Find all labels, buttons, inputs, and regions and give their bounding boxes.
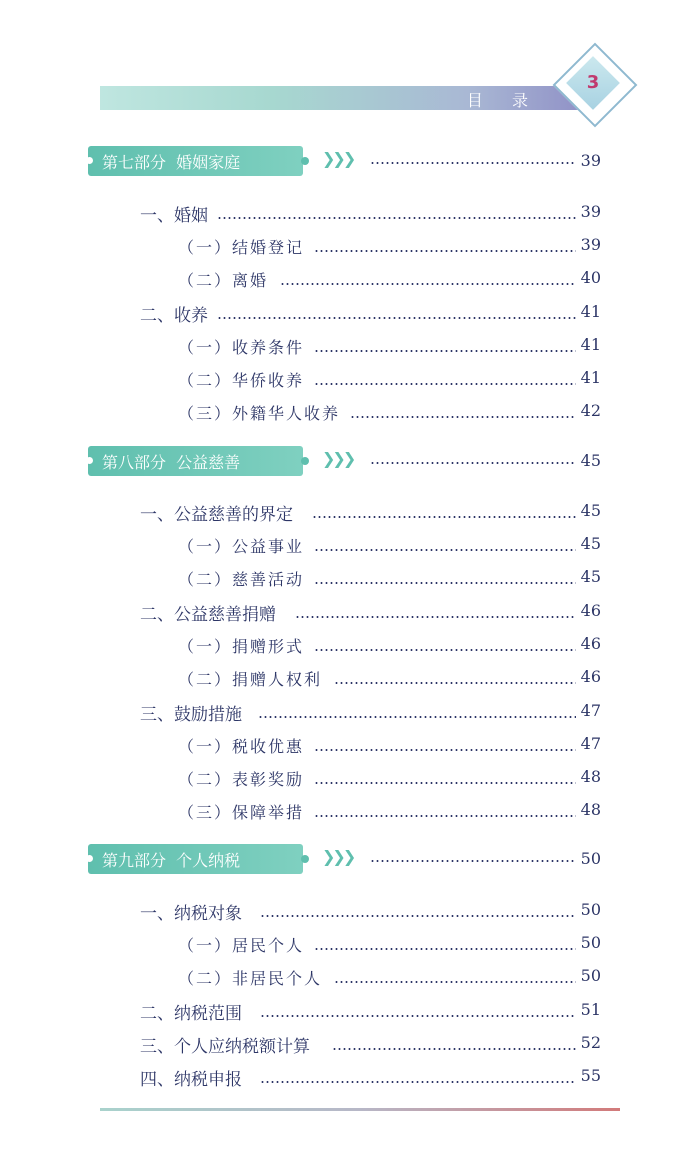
footer-rule <box>100 1108 620 1111</box>
page-ref: 51 <box>580 1000 601 1019</box>
page-ref: 41 <box>580 368 601 387</box>
page-number: 3 <box>586 72 600 93</box>
part-label: 第八部分 公益慈善 <box>102 453 241 472</box>
leader-dots <box>314 782 576 784</box>
page-ref: 46 <box>580 634 601 653</box>
leader-dots <box>314 250 576 252</box>
page-title: 目 录 <box>466 91 540 110</box>
part-header-8[interactable] <box>0 446 700 476</box>
triple-chevron-right-icon: ❯❯❯ <box>322 449 354 468</box>
leader-dots <box>314 549 576 551</box>
page-ref: 46 <box>580 601 601 620</box>
leader-dots <box>314 749 576 751</box>
entry-text: 二、公益慈善捐赠 <box>140 605 276 625</box>
page-ref: 50 <box>580 933 601 952</box>
part-notch <box>86 457 93 464</box>
leader-dots <box>314 649 576 651</box>
entry-text: 一、公益慈善的界定 <box>140 505 293 525</box>
entry-text: 一、纳税对象 <box>140 904 242 924</box>
leader-dots <box>370 462 576 464</box>
leader-dots <box>260 1015 576 1017</box>
part-label: 第九部分 个人纳税 <box>102 851 241 870</box>
entry-text: 二、收养 <box>140 306 208 326</box>
entry-text: （三）保障举措 <box>178 803 305 822</box>
entry-text: （二）离婚 <box>178 271 269 290</box>
page-ref: 45 <box>580 534 601 553</box>
entry-text: （一）居民个人 <box>178 936 305 955</box>
entry-text: （二）华侨收养 <box>178 371 305 390</box>
bullet-dot-icon <box>301 157 309 165</box>
triple-chevron-right-icon: ❯❯❯ <box>322 149 354 168</box>
entry-text: （一）税收优惠 <box>178 737 305 756</box>
leader-dots <box>314 815 576 817</box>
page-ref: 42 <box>580 401 601 420</box>
entry-text: 一、婚姻 <box>140 206 208 226</box>
entry-text: （二）捐赠人权利 <box>178 670 323 689</box>
entry-text: （三）外籍华人收养 <box>178 404 341 423</box>
leader-dots <box>217 317 576 319</box>
entry-text: （二）非居民个人 <box>178 969 323 988</box>
leader-dots <box>334 981 576 983</box>
leader-dots <box>295 616 576 618</box>
page-ref: 52 <box>580 1033 601 1052</box>
leader-dots <box>370 860 576 862</box>
page-ref: 50 <box>580 900 601 919</box>
leader-dots <box>314 582 576 584</box>
triple-chevron-right-icon: ❯❯❯ <box>322 847 354 866</box>
leader-dots <box>314 948 576 950</box>
entry-text: （一）捐赠形式 <box>178 637 305 656</box>
part-header-9[interactable] <box>0 844 700 874</box>
part-notch <box>86 855 93 862</box>
page-ref: 50 <box>580 849 601 868</box>
leader-dots <box>350 416 576 418</box>
part-label: 第七部分 婚姻家庭 <box>102 153 241 172</box>
leader-dots <box>370 162 576 164</box>
page-ref: 45 <box>580 501 601 520</box>
entry-text: （二）慈善活动 <box>178 570 305 589</box>
entry-text: （一）结婚登记 <box>178 238 305 257</box>
entry-text: 三、个人应纳税额计算 <box>140 1037 310 1057</box>
page-ref: 55 <box>580 1066 601 1085</box>
leader-dots <box>260 915 576 917</box>
leader-dots <box>314 383 576 385</box>
entry-text: （一）公益事业 <box>178 537 305 556</box>
page-ref: 47 <box>580 701 601 720</box>
leader-dots <box>312 516 576 518</box>
leader-dots <box>258 716 576 718</box>
page-ref: 45 <box>580 451 601 470</box>
page-ref: 39 <box>580 202 601 221</box>
page-ref: 39 <box>580 151 601 170</box>
page-ref: 46 <box>580 667 601 686</box>
entry-text: （二）表彰奖励 <box>178 770 305 789</box>
part-notch <box>86 157 93 164</box>
page-ref: 48 <box>580 767 601 786</box>
leader-dots <box>334 682 576 684</box>
leader-dots <box>260 1081 576 1083</box>
page-ref: 39 <box>580 235 601 254</box>
leader-dots <box>314 350 576 352</box>
page-ref: 41 <box>580 335 601 354</box>
page-ref: 47 <box>580 734 601 753</box>
entry-text: 二、纳税范围 <box>140 1004 242 1024</box>
entry-text: 三、鼓励措施 <box>140 705 242 725</box>
page-ref: 45 <box>580 567 601 586</box>
entry-text: （一）收养条件 <box>178 338 305 357</box>
leader-dots <box>217 217 576 219</box>
part-header-7[interactable] <box>0 146 700 176</box>
page-ref: 40 <box>580 268 601 287</box>
leader-dots <box>280 283 576 285</box>
page-ref: 50 <box>580 966 601 985</box>
entry-text: 四、纳税申报 <box>140 1070 242 1090</box>
bullet-dot-icon <box>301 457 309 465</box>
page-ref: 48 <box>580 800 601 819</box>
page-ref: 41 <box>580 302 601 321</box>
bullet-dot-icon <box>301 855 309 863</box>
leader-dots <box>332 1048 576 1050</box>
